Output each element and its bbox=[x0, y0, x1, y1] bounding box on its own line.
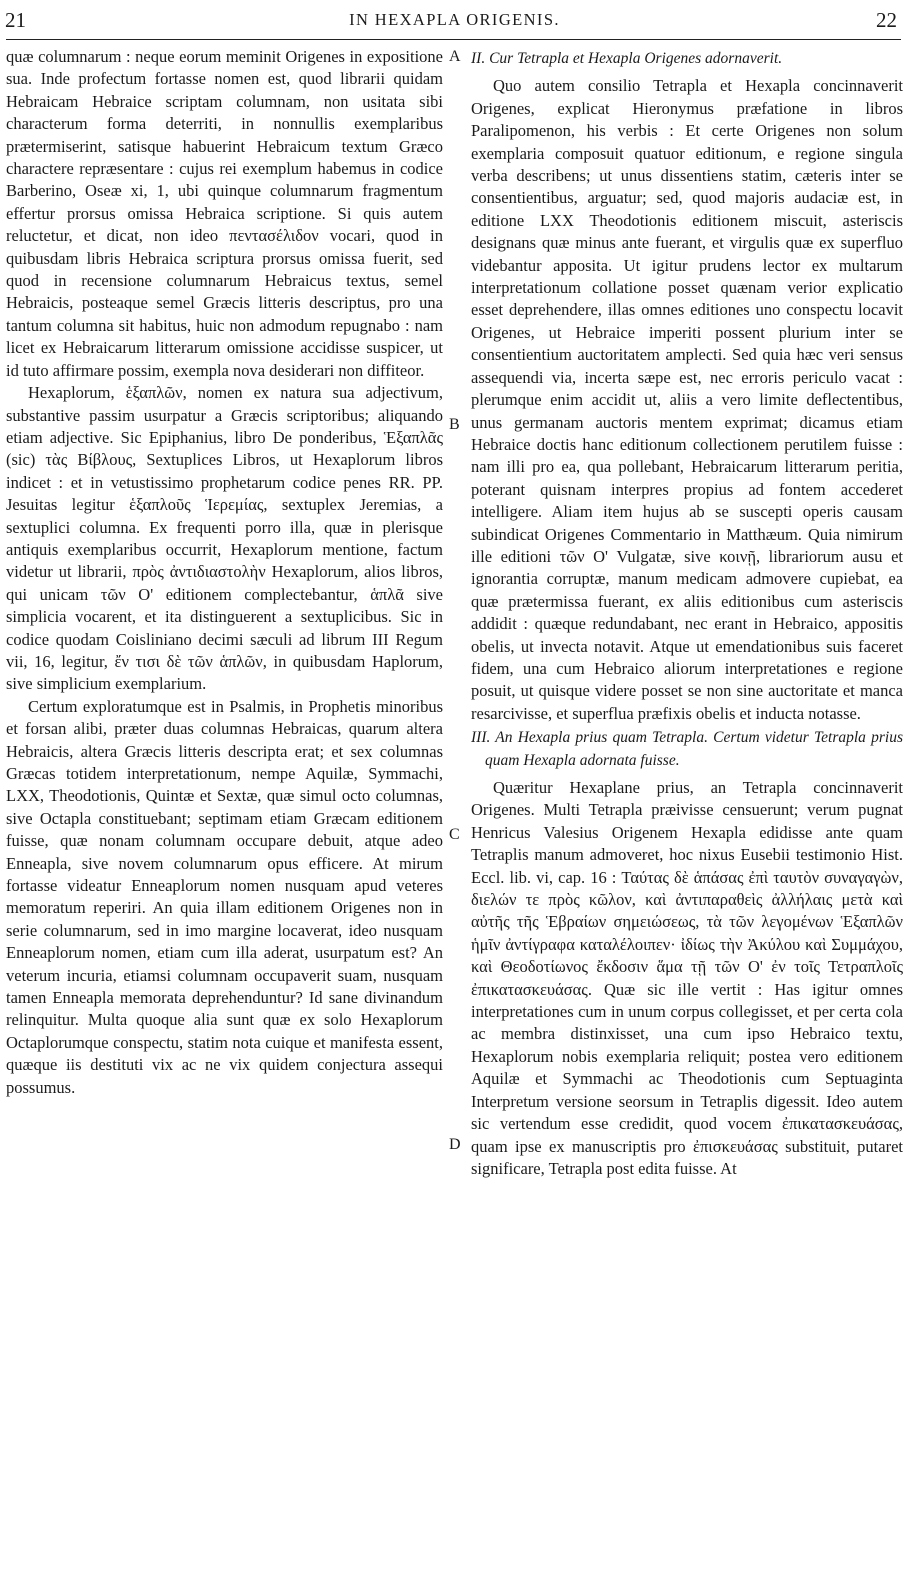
left-column bbox=[6, 46, 443, 1099]
left-paragraph-1: quæ columnarum : neque eorum meminit Origenes in expositione sua. Inde profectum fortasse nomen est, quod librarii quidam Hebraicam Hebraice scriptam columnam, non usitata sibi characterum forma deterriti, in nonnullis exemplaribus prætermiserint, satisque habuerint Hebraicum textum Græco charactere repræsentare : cujus rei exemplum habemus in codice Barberino, Oseæ xi, 1, ubi quinque columnarum fragmentum effertur prorsus omissa Hebraica scriptione. Si quis autem reluctetur, et dicat, non ideo πεντασέλιδον vocari, quod in quibusdam libris Hebraica scriptura prorsus omissa fuerit, sed quod in recensione columnarum Hebraicus textus, semel Hebraicis, posteaque semel Græcis litteris descriptus, pro una tantum columna sit habitus, huic non admodum repugnabo : nam licet ex Hebraicarum litterarum omissione accidisse suspicer, ut id tuto affirmare possim, exempla nova desiderari non diffiteor. bbox=[6, 47, 443, 380]
margin-letter-d: D bbox=[449, 1136, 461, 1153]
left-page-number: 21 bbox=[5, 8, 26, 32]
page-header bbox=[0, 0, 909, 40]
margin-letter-b: B bbox=[449, 416, 460, 433]
section-iii-heading: III. An Hexapla prius quam Tetrapla. Certum videtur Tetrapla prius quam Hexapla adornata fuisse. bbox=[471, 729, 903, 769]
right-page-number: 22 bbox=[876, 8, 897, 32]
left-paragraph-2: Hexaplorum, ἑξαπλῶν, nomen ex natura sua adjectivum, substantive passim usurpatur a Græcis scriptoribus; aliquando etiam adjective. Sic Epiphanius, libro De ponderibus, Ἑξαπλᾶς (sic) τὰς Βίβλους, Sextuplices Libros, ut Hexaplorum libros indicet : et in vetustissimo prophetarum codice penes RR. PP. Jesuitas legitur ἑξαπλοῦς Ἱερεμίας, sextuplex Jeremias, a sextuplici columna. Ex frequenti porro illa, quæ in plerisque antiquis exemplaribus occurrit, Hexaplorum mentione, factum videtur ut librarii, πρὸς ἀντιδιαστολὴν Hexaplorum, alios libros, qui unicam τῶν Ο' editionem complectebantur, ἁπλᾶ sive simplicia vocarent, et ita distinguerent a sextuplicibus. Sic in codice quodam Coisliniano decimi sæculi ad librum III Regum vii, 16, legitur, ἔν τισι δὲ τῶν ἁπλῶν, in quibusdam Haplorum, sive simplicium exemplarium. bbox=[6, 383, 443, 694]
running-title: IN HEXAPLA ORIGENIS. bbox=[349, 10, 560, 29]
left-paragraph-3: Certum exploratumque est in Psalmis, in Prophetis minoribus et forsan alibi, præter duas columnas Hebraicas, quarum altera Hebraicis, altera Græcis litteris descripta erat; et sex columnas Græcas totidem interpretationum, nempe Aquilæ, Symmachi, LXX, Theodotionis, Quintæ et Sextæ, quæ simul octo columnas, sive Octapla constituebant; septimam etiam Græcam editionem fuisse, quæ nonam columnam occupare debuit, atque adeo Enneapla, sive novem columnarum opus efficere. At mirum fortasse videatur Enneaplorum nomen nusquam apud veteres memoratum reperiri. An quia illam editionem Origenes non in serie columnarum, sed in imo margine locaverat, ideo nusquam Enneaplorum nomen, etiam cum illa aderat, usurpatum est? An veterum incuria, etiamsi columnam occupaverit suam, nusquam tamen Enneapla memorata deprehenduntur? Id sane divinandum relinquitur. Multa quoque alia sunt quæ ex solo Hexaplorum Octaplorumque conspectu, statim nota cuique et manifesta essent, quæque iis destituti vix ac ne vix quidem conjectura assequi possumus. bbox=[6, 696, 443, 1097]
header-rule bbox=[6, 39, 901, 40]
margin-letter-c: C bbox=[449, 826, 460, 843]
section-ii-heading: II. Cur Tetrapla et Hexapla Origenes adornaverit. bbox=[471, 50, 783, 67]
right-column bbox=[471, 46, 903, 1180]
section-ii-text: Quo autem consilio Tetrapla et Hexapla concinnaverit Origenes, explicat Hieronymus præfatione in libros Paralipomenon, his verbis : Et certe Origenes non solum exemplaria composuit quatuor editionum, e regione singula verba describens; ut unus dissentiens statim, cæteris inter se consentientibus, arguatur; sed, quod majoris audaciæ est, in editione LXX Theodotionis editionem miscuit, asteriscis designans quæ minus ante fuerant, et virgulis quæ ex superfluo videbantur apposita. Ut igitur prudens lector ex multarum interpretationum collatione posset quænam verior explicatio esset deprehendere, illas omnes editiones uno conspectu locavit Origenes, ut Hebraice imperiti possent plurium inter se consentientium auctoritatem amplecti. Sed quia hæc veri sensus assequendi via, incerta sæpe est, nec erroris periculo vacat : plerumque enim accidit ut, aliis a vero limite deflectentibus, unus germanam auctoris mentem exprimat; dicamus etiam Hebraice doctis hanc editionum collectionem perutilem fuisse : nam illi pro ea, qua pollebant, Hebraicarum litterarum peritia, poterant quisnam interpres propius ad fontem accederet intelligere. Aliam item hujus ab se suscepti operis causam subindicat Origenes Commentario in Matthæum. Quia nimirum ille editioni τῶν Ο' Vulgatæ, sive κοινῇ, librariorum ausu et ignorantia corruptæ, manum medicam admovere cupiebat, ea quæ prætermissa fuerant, ex aliis editionibus cum asteriscis addidit : quæque redundabant, nec erant in Hebraico, appositis obelis, ut invecta notavit. Atque ut emendationibus suis faceret fidem, una cum Hebraico aliorum interpretationes e regione posuit, ut quisque videre posset se non sine auctoritate et manca resarcivisse, et superflua præfixis obelis et inducta notasse. bbox=[471, 76, 903, 723]
section-iii-text: Quæritur Hexaplane prius, an Tetrapla concinnaverit Origenes. Multi Tetrapla præivisse censuerunt; verum pugnat Henricus Valesius Origenem Hexapla edidisse ante quam Tetraplis manum admoveret, hoc nixus Eusebii testimonio Hist. Eccl. lib. vi, cap. 16 : Ταύτας δὲ ἁπάσας ἐπὶ ταυτὸν συναγαγὼν, διελών τε πρὸς κῶλον, καὶ ἀντιπαραθεὶς ἀλλήλαις μετὰ καὶ αὐτῆς τῆς Ἑβραίων σημειώσεως, τὰ τῶν λεγομένων Ἑξαπλῶν ἡμῖν ἀντίγραφα καταλέλοιπεν· ἰδίως τὴν Ἀκύλου καὶ Συμμάχου, καὶ Θεοδοτίωνος ἔκδοσιν ἅμα τῇ τῶν Ο' ἐν τοῖς Τετραπλοῖς ἐπικατασκευάσας. Quæ sic ille vertit : Has igitur omnes interpretationes cum in unum corpus collegisset, et per certa cola ac membra distinxisset, una cum ipso Hebraico textu, Hexaplorum nobis exemplaria reliquit; postea vero editionem Aquilæ et Symmachi ac Theodotionis cum Septuaginta Interpretum versione seorsum in Tetraplis digessit. Ideo autem sic vertendum esse credidit, quod vocem ἐπικατασκευάσας, quam ipse ex manuscriptis pro ἐπισκευάσας substituit, putaret significare, Tetrapla post edita fuisse. At bbox=[471, 778, 903, 1178]
margin-letter-a: A bbox=[449, 48, 461, 65]
